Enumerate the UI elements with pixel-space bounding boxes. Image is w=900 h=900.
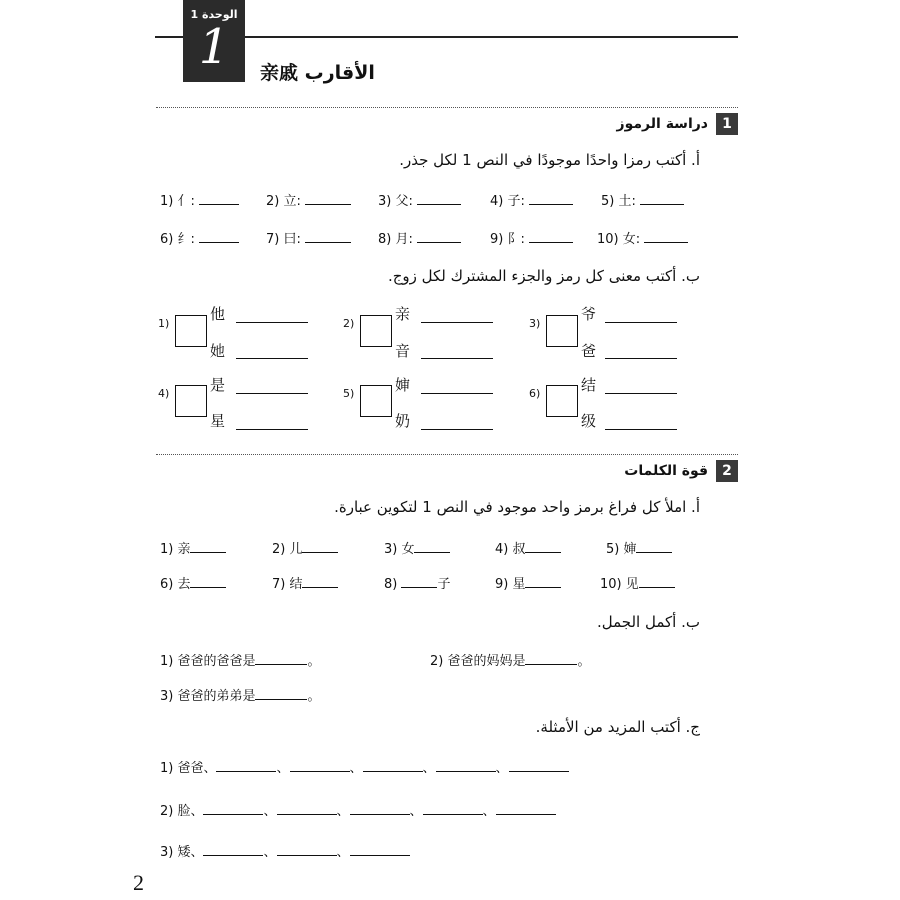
answer-blank[interactable] — [203, 802, 263, 815]
separator: 、 — [482, 804, 496, 819]
phrase-item: 3) 女 — [384, 542, 415, 557]
pair-char-bottom: 她 — [210, 342, 226, 360]
radical-item: 9) 阝: — [490, 232, 525, 247]
phrase-suffix: 子 — [437, 577, 451, 592]
phrase-item: 6) 去 — [160, 577, 191, 592]
pair-char-top: 爷 — [581, 305, 597, 323]
section-1a-instruction: أ. أكتب رمزا واحدًا موجودًا في النص 1 لكل جذر. — [399, 151, 700, 169]
pair-number: 3) — [529, 317, 541, 330]
answer-blank[interactable] — [216, 759, 276, 772]
section-2-number: 2 — [716, 460, 738, 482]
answer-blank[interactable] — [525, 540, 561, 553]
section-2b-instruction: ب. أكمل الجمل. — [597, 613, 700, 631]
answer-blank[interactable] — [529, 230, 573, 243]
answer-blank[interactable] — [277, 802, 337, 815]
meaning-blank[interactable] — [421, 322, 493, 323]
example-prefix: 2) 脸、 — [160, 804, 204, 819]
lesson-title: 亲戚 الأقارب — [260, 62, 375, 84]
radical-item: 6) 纟: — [160, 232, 195, 247]
meaning-blank[interactable] — [605, 393, 677, 394]
answer-blank[interactable] — [255, 687, 307, 700]
sentence-text: 1) 爸爸的爸爸是 — [160, 654, 256, 669]
section-1b-instruction: ب. أكتب معنى كل رمز والجزء المشترك لكل زوج. — [387, 267, 700, 285]
pair-number: 5) — [343, 387, 355, 400]
answer-blank[interactable] — [496, 802, 556, 815]
unit-badge — [183, 0, 245, 82]
common-part-box[interactable] — [546, 315, 578, 347]
pair-number: 2) — [343, 317, 355, 330]
common-part-box[interactable] — [175, 385, 207, 417]
pair-char-bottom: 音 — [395, 342, 411, 360]
answer-blank[interactable] — [363, 759, 423, 772]
example-prefix: 1) 爸爸、 — [160, 761, 217, 776]
separator: 、 — [336, 804, 350, 819]
phrase-item: 10) 见 — [600, 577, 639, 592]
separator: 、 — [409, 804, 423, 819]
radical-item: 3) 父: — [378, 194, 413, 209]
separator: 、 — [336, 845, 350, 860]
radical-item: 2) 立: — [266, 194, 301, 209]
sentence-1 — [160, 650, 321, 669]
section-1-title: دراسة الرموز — [616, 116, 708, 132]
answer-blank[interactable] — [436, 759, 496, 772]
answer-blank[interactable] — [302, 575, 338, 588]
meaning-blank[interactable] — [236, 322, 308, 323]
answer-blank[interactable] — [350, 802, 410, 815]
separator: 、 — [276, 761, 290, 776]
pair-number: 1) — [158, 317, 170, 330]
sentence-text: 2) 爸爸的妈妈是 — [430, 654, 526, 669]
meaning-blank[interactable] — [236, 358, 308, 359]
pair-char-top: 亲 — [395, 305, 411, 323]
phrase-item: 2) 儿 — [272, 542, 303, 557]
meaning-blank[interactable] — [236, 429, 308, 430]
answer-blank[interactable] — [423, 802, 483, 815]
phrase-item: 1) 亲 — [160, 542, 191, 557]
answer-blank[interactable] — [417, 192, 461, 205]
pair-number: 6) — [529, 387, 541, 400]
phrase-item: 7) 结 — [272, 577, 303, 592]
section-2c-instruction: ج. أكتب المزيد من الأمثلة. — [535, 718, 700, 736]
pair-number: 4) — [158, 387, 170, 400]
phrase-item: 5) 婶 — [606, 542, 637, 557]
answer-blank[interactable] — [290, 759, 350, 772]
meaning-blank[interactable] — [421, 358, 493, 359]
answer-blank[interactable] — [305, 192, 351, 205]
common-part-box[interactable] — [546, 385, 578, 417]
answer-blank[interactable] — [305, 230, 351, 243]
pair-char-bottom: 奶 — [395, 412, 411, 430]
pair-char-top: 是 — [210, 376, 226, 394]
meaning-blank[interactable] — [421, 393, 493, 394]
unit-number: 1 — [198, 19, 230, 75]
answer-blank[interactable] — [190, 540, 226, 553]
answer-blank[interactable] — [190, 575, 226, 588]
section-1-number: 1 — [716, 113, 738, 135]
pair-char-top: 婶 — [395, 376, 411, 394]
answer-blank[interactable] — [644, 230, 688, 243]
phrase-item: 9) 星 — [495, 577, 526, 592]
answer-blank[interactable] — [640, 192, 684, 205]
sentence-3 — [160, 685, 321, 704]
pair-char-top: 他 — [210, 305, 226, 323]
radical-item: 7) 曰: — [266, 232, 301, 247]
answer-blank[interactable] — [525, 652, 577, 665]
answer-blank[interactable] — [199, 230, 239, 243]
answer-blank[interactable] — [302, 540, 338, 553]
separator: 、 — [349, 761, 363, 776]
radical-item: 1) 亻: — [160, 194, 195, 209]
answer-blank[interactable] — [636, 540, 672, 553]
answer-blank[interactable] — [529, 192, 573, 205]
meaning-blank[interactable] — [421, 429, 493, 430]
page-number: 2 — [133, 870, 144, 895]
sentence-2 — [430, 650, 591, 669]
separator: 、 — [263, 845, 277, 860]
radical-item: 4) 子: — [490, 194, 525, 209]
sentence-period: 。 — [307, 689, 321, 704]
section-divider — [156, 107, 738, 108]
unit-label: الوحدة 1 — [190, 8, 238, 21]
meaning-blank[interactable] — [236, 393, 308, 394]
answer-blank[interactable] — [203, 843, 263, 856]
section-2-title: قوة الكلمات — [624, 463, 708, 479]
answer-blank[interactable] — [414, 540, 450, 553]
answer-blank[interactable] — [417, 230, 461, 243]
meaning-blank[interactable] — [605, 358, 677, 359]
answer-blank[interactable] — [350, 843, 410, 856]
separator: 、 — [495, 761, 509, 776]
sentence-period: 。 — [307, 654, 321, 669]
example-line-1 — [160, 757, 569, 776]
meaning-blank[interactable] — [605, 322, 677, 323]
sentence-text: 3) 爸爸的弟弟是 — [160, 689, 256, 704]
meaning-blank[interactable] — [605, 429, 677, 430]
phrase-item: 4) 叔 — [495, 542, 526, 557]
answer-blank[interactable] — [525, 575, 561, 588]
separator: 、 — [263, 804, 277, 819]
radical-item: 5) 土: — [601, 194, 636, 209]
separator: 、 — [422, 761, 436, 776]
radical-item: 8) 月: — [378, 232, 413, 247]
pair-char-top: 结 — [581, 376, 597, 394]
answer-blank[interactable] — [401, 575, 437, 588]
pair-char-bottom: 爸 — [581, 342, 597, 360]
example-line-3 — [160, 841, 410, 860]
answer-blank[interactable] — [277, 843, 337, 856]
section-divider — [156, 454, 738, 455]
answer-blank[interactable] — [255, 652, 307, 665]
answer-blank[interactable] — [199, 192, 239, 205]
section-2a-instruction: أ. املأ كل فراغ برمز واحد موجود في النص 1 لتكوين عبارة. — [334, 498, 700, 516]
example-line-2 — [160, 800, 556, 819]
common-part-box[interactable] — [360, 315, 392, 347]
answer-blank[interactable] — [509, 759, 569, 772]
sentence-period: 。 — [577, 654, 591, 669]
common-part-box[interactable] — [175, 315, 207, 347]
phrase-item: 8) — [384, 577, 398, 592]
answer-blank[interactable] — [639, 575, 675, 588]
pair-char-bottom: 级 — [581, 412, 597, 430]
radical-item: 10) 女: — [597, 232, 641, 247]
example-prefix: 3) 矮、 — [160, 845, 204, 860]
common-part-box[interactable] — [360, 385, 392, 417]
pair-char-bottom: 星 — [210, 412, 226, 430]
